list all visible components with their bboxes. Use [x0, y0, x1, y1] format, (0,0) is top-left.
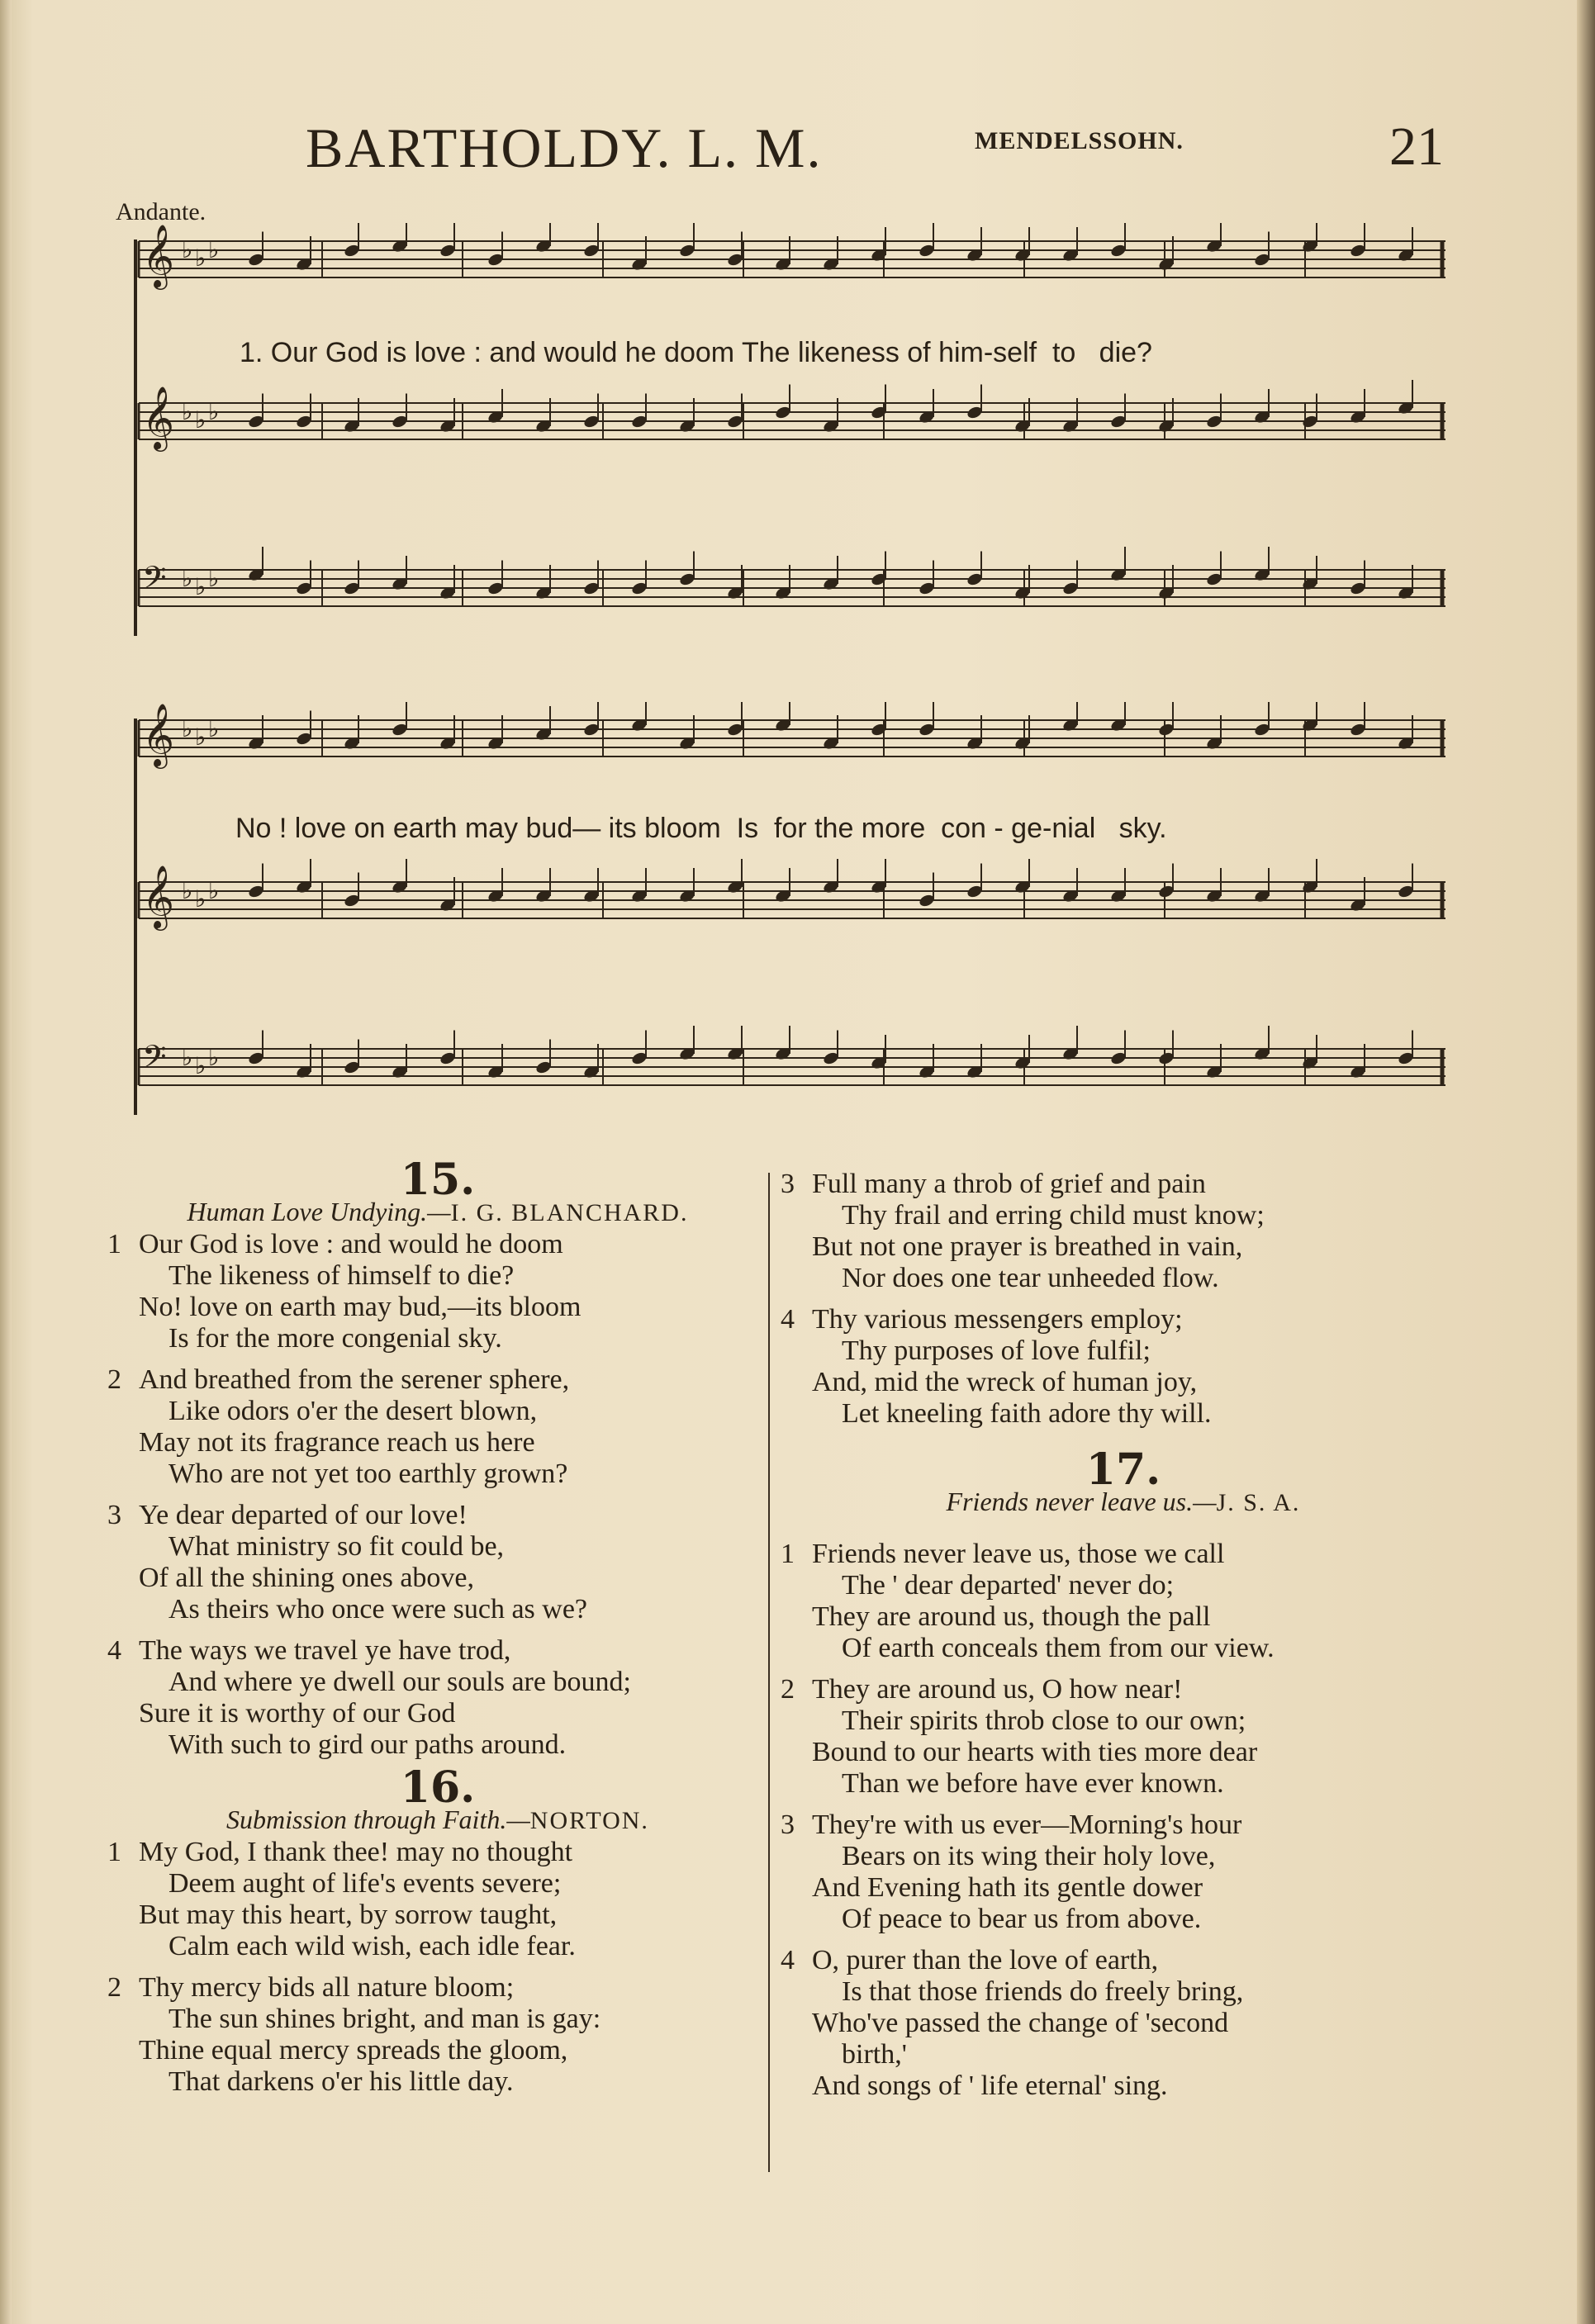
verse — [107, 1635, 768, 1761]
flat-icon: ♭ — [182, 717, 193, 742]
page-binding-edge — [0, 0, 12, 2324]
hymn-16-verses-part1 — [107, 1837, 768, 2098]
treble-clef-icon: 𝄞 — [142, 703, 175, 766]
verse-line: Is that those friends do freely bring, — [842, 1976, 1244, 2007]
verse-line: And Evening hath its gentle dower — [812, 1872, 1203, 1903]
verse-line: Of earth conceals them from our view. — [842, 1633, 1275, 1663]
verse — [781, 1539, 1466, 1664]
flat-icon: ♭ — [195, 408, 206, 434]
hymn-number: 17. — [1085, 1444, 1161, 1495]
verse-number: 4 — [781, 1304, 795, 1335]
verse — [107, 1364, 768, 1490]
hymn-17-verses — [781, 1539, 1466, 2102]
hymn-number: 15. — [400, 1155, 476, 1205]
score-system-2 — [132, 702, 1454, 1131]
verse-line-text: Full many a throb of grief and pain — [812, 1169, 1206, 1199]
verse — [107, 1229, 768, 1354]
verse-line: Of all the shining ones above, — [139, 1563, 475, 1593]
verse-line: With such to gird our paths around. — [169, 1729, 567, 1760]
verse-line-text: My God, I thank thee! may no thought — [139, 1837, 573, 1867]
right-text-column — [781, 1169, 1466, 2112]
verse-line — [107, 1837, 768, 1868]
verse-number: 1 — [107, 1229, 121, 1259]
verse-line: Their spirits throb close to our own; — [842, 1705, 1246, 1736]
verse-line: As theirs who once were such as we? — [169, 1594, 587, 1624]
verse-line: No! love on earth may bud,—its bloom — [139, 1292, 582, 1322]
verse-line: Than we before have ever known. — [842, 1768, 1224, 1799]
verse-line — [781, 1809, 1466, 1841]
verse-number: 2 — [781, 1674, 795, 1705]
verse-number: 4 — [107, 1635, 121, 1666]
verse-line: But may this heart, by sorrow taught, — [139, 1900, 558, 1930]
bass-clef-icon: 𝄢 — [142, 559, 167, 604]
verse-line — [107, 1635, 768, 1667]
flat-icon: ♭ — [195, 575, 206, 600]
verse-line: And, mid the wreck of human joy, — [812, 1367, 1198, 1397]
verse-line — [107, 1500, 768, 1531]
bass-clef-icon: 𝄢 — [142, 1038, 167, 1083]
verse — [781, 1304, 1466, 1430]
verse — [781, 1809, 1466, 1935]
tempo-marking: Andante. — [116, 198, 206, 225]
verse-line: Thy purposes of love fulfil; — [842, 1335, 1151, 1366]
verse — [781, 1169, 1466, 1294]
verse-line: Deem aught of life's events severe; — [169, 1868, 562, 1899]
verse-line: And where ye dwell our souls are bound; — [169, 1667, 631, 1697]
flat-icon: ♭ — [195, 246, 206, 272]
verse-line-text: Thy various messengers employ; — [812, 1304, 1183, 1335]
verse-line — [781, 1169, 1466, 1200]
flat-icon: ♭ — [195, 1054, 206, 1079]
verse-line: The likeness of himself to die? — [169, 1260, 515, 1291]
verse-line: Like odors o'er the desert blown, — [169, 1396, 538, 1426]
verse — [107, 1500, 768, 1625]
hymn-title: Friends never leave us.—J. S. A. — [946, 1487, 1301, 1516]
verse-line: The sun shines bright, and man is gay: — [169, 2004, 601, 2034]
verse-line-text: They're with us ever—Morning's hour — [812, 1809, 1242, 1840]
verse-number: 1 — [781, 1539, 795, 1569]
flat-icon: ♭ — [195, 725, 206, 751]
music-staff-graphic — [132, 223, 1454, 652]
verse-line: And songs of ' life eternal' sing. — [812, 2070, 1168, 2101]
flat-icon: ♭ — [208, 717, 220, 742]
verse-line — [781, 1304, 1466, 1335]
verse-line: Let kneeling faith adore thy will. — [842, 1398, 1212, 1429]
lyric-line-1: 1. Our God is love : and would he doom The likeness of him-self to die? — [240, 337, 1152, 368]
verse-line: Who are not yet too earthly grown? — [169, 1458, 568, 1489]
treble-clef-icon: 𝄞 — [142, 865, 175, 928]
verse-line-text: They are around us, O how near! — [812, 1674, 1183, 1705]
flat-icon: ♭ — [182, 879, 193, 904]
composer-name: MENDELSSOHN. — [975, 127, 1184, 154]
verse-line: Is for the more congenial sky. — [169, 1323, 502, 1354]
verse-line: The ' dear departed' never do; — [842, 1570, 1175, 1601]
verse-line — [107, 1229, 768, 1260]
verse-line: Thy frail and erring child must know; — [842, 1200, 1265, 1231]
lyric-line-2: No ! love on earth may bud— its bloom Is for the more con - ge-nial sky. — [235, 813, 1167, 844]
verse-line: Calm each wild wish, each idle fear. — [169, 1931, 576, 1961]
verse — [107, 1837, 768, 1962]
verse-line: Bound to our hearts with ties more dear — [812, 1737, 1258, 1767]
flat-icon: ♭ — [208, 400, 220, 425]
music-staff-graphic — [132, 702, 1454, 1131]
verse-line: Thine equal mercy spreads the gloom, — [139, 2035, 568, 2066]
verse-line-text: The ways we travel ye have trod, — [139, 1635, 511, 1666]
flat-icon: ♭ — [208, 238, 220, 263]
verse-number: 4 — [781, 1945, 795, 1975]
hymn-title: Submission through Faith.—NORTON. — [226, 1805, 649, 1834]
verse — [781, 1945, 1466, 2102]
verse-line: But not one prayer is breathed in vain, — [812, 1231, 1243, 1262]
page-header — [306, 116, 1462, 190]
verse-line — [781, 1539, 1466, 1570]
verse-line: Sure it is worthy of our God — [139, 1698, 456, 1729]
hymn-title: Human Love Undying.—I. G. BLANCHARD. — [187, 1197, 689, 1226]
verse-line-text: Friends never leave us, those we call — [812, 1539, 1225, 1569]
verse-line — [107, 1972, 768, 2004]
verse-number: 3 — [107, 1500, 121, 1530]
column-divider — [768, 1173, 770, 2172]
treble-clef-icon: 𝄞 — [142, 224, 175, 287]
verse-line: They are around us, though the pall — [812, 1601, 1211, 1632]
page-number: 21 — [1389, 116, 1444, 177]
verse-line: Of peace to bear us from above. — [842, 1904, 1202, 1934]
verse-line-text: Our God is love : and would he doom — [139, 1229, 563, 1259]
verse-line — [781, 1674, 1466, 1705]
hymn-number: 16. — [400, 1762, 476, 1813]
verse-number: 3 — [781, 1169, 795, 1199]
verse — [781, 1674, 1466, 1800]
flat-icon: ♭ — [195, 887, 206, 913]
flat-icon: ♭ — [182, 1046, 193, 1071]
verse-line-text: Thy mercy bids all nature bloom; — [139, 1972, 515, 2003]
verse-line-text: And breathed from the serener sphere, — [139, 1364, 570, 1395]
verse-line: birth,' — [842, 2039, 907, 2070]
verse-number: 1 — [107, 1837, 121, 1867]
verse-line: What ministry so fit could be, — [169, 1531, 505, 1562]
page-right-edge — [1577, 0, 1595, 2324]
verse-line-text: O, purer than the love of earth, — [812, 1945, 1159, 1975]
flat-icon: ♭ — [208, 879, 220, 904]
score-system-1 — [132, 223, 1454, 652]
flat-icon: ♭ — [208, 567, 220, 592]
flat-icon: ♭ — [182, 400, 193, 425]
verse-line-text: Ye dear departed of our love! — [139, 1500, 468, 1530]
flat-icon: ♭ — [208, 1046, 220, 1071]
verse-line — [781, 1945, 1466, 1976]
verse-line: May not its fragrance reach us here — [139, 1427, 535, 1458]
left-text-column — [107, 1155, 768, 2108]
verse-line: Nor does one tear unheeded flow. — [842, 1263, 1219, 1293]
flat-icon: ♭ — [182, 567, 193, 592]
verse — [107, 1972, 768, 2098]
verse-number: 2 — [107, 1364, 121, 1395]
verse-line: That darkens o'er his little day. — [169, 2066, 514, 2097]
hymn-15-verses — [107, 1229, 768, 1761]
tune-title: BARTHOLDY. L. M. — [306, 116, 823, 179]
verse-number: 2 — [107, 1972, 121, 2003]
flat-icon: ♭ — [182, 238, 193, 263]
hymn-16-verses-part2 — [781, 1169, 1466, 1430]
treble-clef-icon: 𝄞 — [142, 386, 175, 449]
verse-line — [107, 1364, 768, 1396]
verse-line: Who've passed the change of 'second — [812, 2008, 1229, 2038]
verse-number: 3 — [781, 1809, 795, 1840]
verse-line: Bears on its wing their holy love, — [842, 1841, 1216, 1871]
